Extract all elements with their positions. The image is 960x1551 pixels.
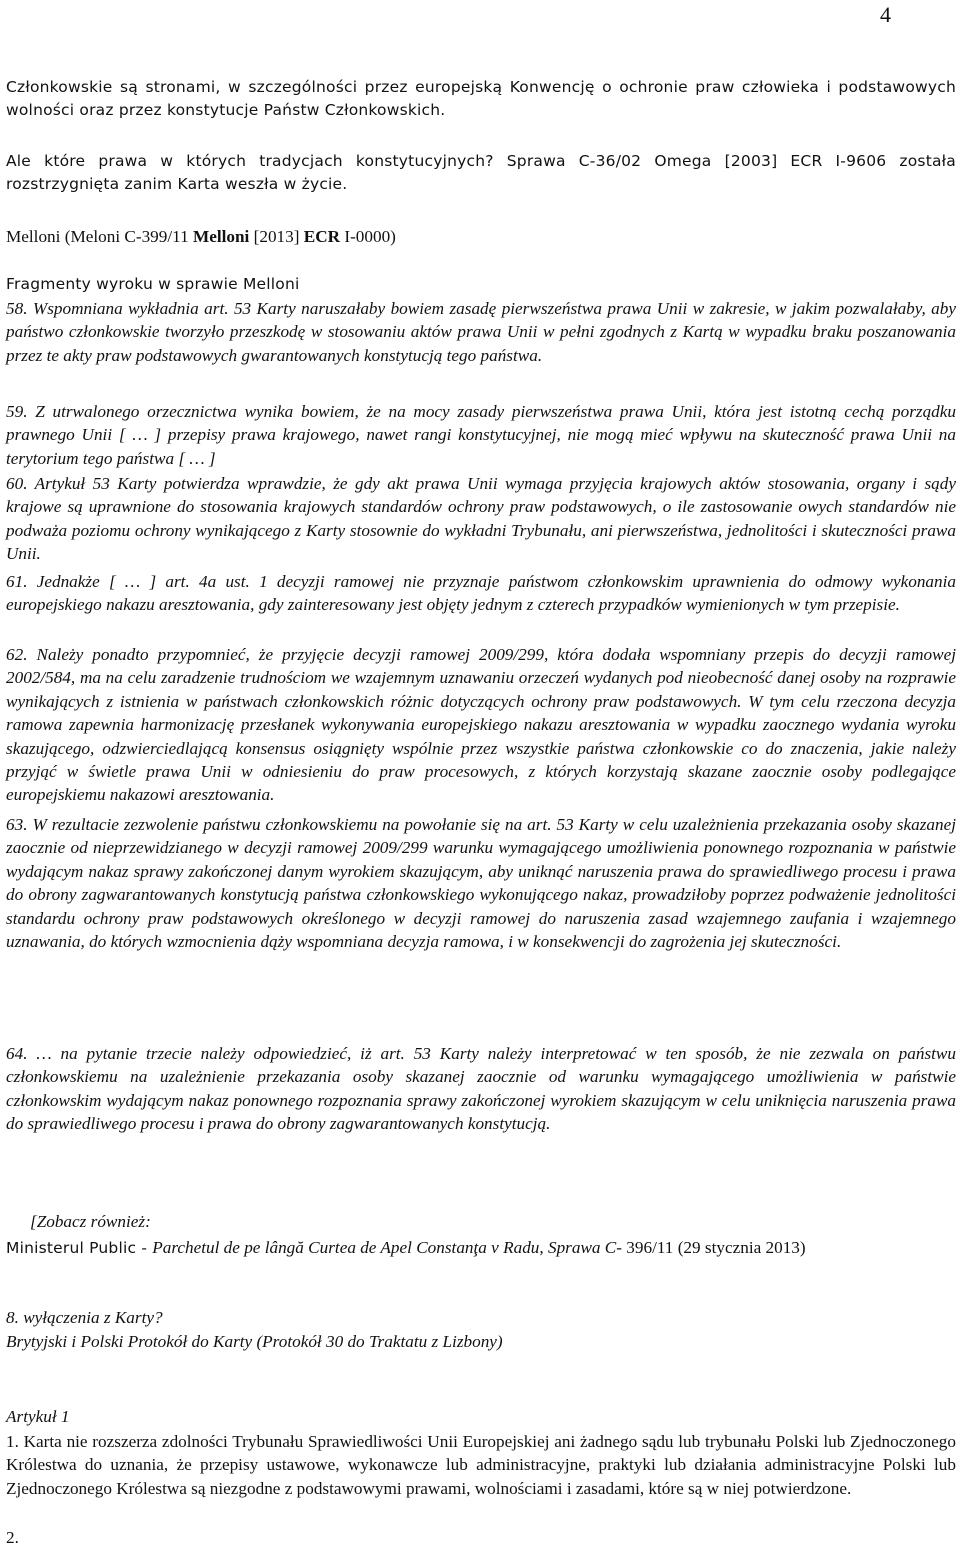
- protocol-title: Brytyjski i Polski Protokół do Karty (Protokół 30 do Traktatu z Lizbony): [6, 1332, 503, 1351]
- melloni-heading-part: [2013]: [249, 227, 304, 246]
- see-also-case-title: Parchetul de pe lângă Curtea de Apel Constanţa v Radu, Sprawa C-: [152, 1238, 622, 1257]
- article-1-point-2: 2.: [6, 1528, 19, 1547]
- section-8-heading: 8. wyłączenia z Karty?: [6, 1308, 163, 1327]
- melloni-heading: [6, 225, 956, 248]
- constitutional-traditions-question: Ale które prawa w których tradycjach konstytucyjnych?: [6, 152, 494, 170]
- page-number: 4: [880, 2, 891, 27]
- omega-case-note: Sprawa C-36/02 Omega [2003] ECR I-9606 została rozstrzygnięta zanim Karta weszła w życie.: [6, 152, 956, 194]
- judgment-paragraph-62: 62. Należy ponadto przypomnieć, że przyjęcie decyzji ramowej 2009/299, która dodała wspomniany przepis do decyzji ramowej 2002/584, ma na celu zaradzenie trudnościom we wzajemnym uznawaniu orzeczeń wydanych pod nieobecność danej osoby na rozprawie wynikających z istnienia w państwach członkowskich różnic dotyczących ochrony praw podstawowych. W tym celu rzeczona decyzja ramowa zapewnia harmonizację przesłanek wykonywania europejskiego nakazu aresztowania w wypadku zaocznego wydania wyroku skazującego, odzwierciedlającą konsensus osiągnięty wspólnie przez wszystkie państwa członkowskie co do znaczenia, jakie należy przyjąć w świetle prawa Unii w odniesieniu do praw procesowych, z których korzystają skazane zaocznie osoby podlegające europejskiemu nakazowi aresztowania.: [6, 645, 956, 805]
- melloni-heading-bold-name: Melloni: [192, 227, 250, 246]
- judgment-paragraph-59: 59. Z utrwalonego orzecznictwa wynika bowiem, że na mocy zasady pierwszeństwa prawa Unii, która jest istotną cechą porządku prawnego Unii [ … ] przepisy prawa krajowego, nawet rangi konstytucyjnej, nie mogą mieć wpływu na skuteczność prawa Unii na terytorium tego państwa [ … ]: [6, 402, 956, 468]
- constitutional-traditions-paragraph: [6, 150, 956, 197]
- judgment-paragraph-61: 61. Jednakże [ … ] art. 4a ust. 1 decyzji ramowej nie przyznaje państwom członkowskim uprawnienia do odmowy wykonania europejskiego nakazu aresztowania, gdy zainteresowany jest objęty jednym z czterech przypadków wymienionych w tym przepisie.: [6, 572, 956, 615]
- fragments-heading: Fragmenty wyroku w sprawie Melloni: [6, 275, 300, 293]
- judgment-paragraph-58: 58. Wspomniana wykładnia art. 53 Karty naruszałaby bowiem zasadę pierwszeństwa prawa Unii w zakresie, w jakim pozwalałaby, aby państwo członkowskie tworzyło przeszkodę w stosowaniu aktów prawa Unii w pełni zgodnych z Kartą w wypadku braku poszanowania przez te akty praw podstawowych gwarantowanych konstytucją tego państwa.: [6, 299, 956, 365]
- see-also-case: [6, 1236, 956, 1260]
- see-also-case-prefix: Ministerul Public -: [6, 1239, 153, 1257]
- article-1-point-1: 1. Karta nie rozszerza zdolności Trybunału Sprawiedliwości Unii Europejskiej ani żadnego sądu lub trybunału Polski lub Zjednoczonego Królestwa do uznania, że przepisy ustawowe, wykonawcze lub administracyjne, praktyki lub działania administracyjne Polski lub Zjednoczonego Królestwa są niezgodne z podstawowymi prawami, wolnościami i zasadami, które są w niej potwierdzone.: [6, 1432, 956, 1498]
- judgment-paragraph-60: 60. Artykuł 53 Karty potwierdza wprawdzie, że gdy akt prawa Unii wymaga przyjęcia krajowych aktów stosowania, organy i sądy krajowe są uprawnione do stosowania krajowych standardów ochrony praw podstawowych, o ile zastosowanie owych standardów nie podważa poziomu ochrony wynikającego z Karty stosownie do wykładni Trybunału, ani pierwszeństwa, jednolitości i skuteczności prawa Unii.: [6, 474, 956, 564]
- melloni-heading-bold-ecr: ECR: [303, 227, 341, 246]
- intro-paragraph: Członkowskie są stronami, w szczególności przez europejską Konwencję o ochronie praw człowieka i podstawowych wolności oraz przez konstytucje Państw Członkowskich.: [6, 78, 956, 120]
- article-1-heading: Artykuł 1: [6, 1407, 70, 1426]
- judgment-paragraph-64: 64. … na pytanie trzecie należy odpowiedzieć, iż art. 53 Karty należy interpretować w ten sposób, że nie zezwala on państwu członkowskiemu na uzależnienie przekazania osoby skazanej zaocznie od warunku wymagającego umożliwienia w państwie członkowskim wydającym nakaz ponownego rozpoznania sprawy zakończonej wyrokiem skazującym w celu uniknięcia naruszenia prawa do sprawiedliwego procesu i prawa do obrony zagwarantowanych konstytucją.: [6, 1044, 956, 1134]
- melloni-heading-part: I-0000): [340, 227, 396, 246]
- see-also-label: [Zobacz również:: [30, 1212, 151, 1231]
- melloni-heading-part: Melloni (Meloni C-399/11: [6, 227, 193, 246]
- see-also-case-number: 396/11 (29 stycznia 2013): [622, 1238, 806, 1257]
- judgment-paragraph-63: 63. W rezultacie zezwolenie państwu członkowskiemu na powołanie się na art. 53 Karty w celu uzależnienia przekazania osoby skazanej zaocznie od nieprzewidzianego w decyzji ramowej 2009/299 warunku wymagającego umożliwienia ponownego rozpoznania w państwie wydającym nakaz sprawy zakończonej danym wyrokiem skazującym, aby uniknąć naruszenia prawa do sprawiedliwego procesu i prawa do obrony zagwarantowanych konstytucją państwa członkowskiego wykonującego nakaz, prowadziłoby poprzez podważenie jednolitości standardu ochrony praw podstawowych określonego w decyzji ramowej do naruszenia zasad wzajemnego zaufania i wzajemnego uznawania, do których wzmocnienia dąży wspomniana decyzja ramowa, i w konsekwencji do zagrożenia jej skuteczności.: [6, 815, 956, 952]
